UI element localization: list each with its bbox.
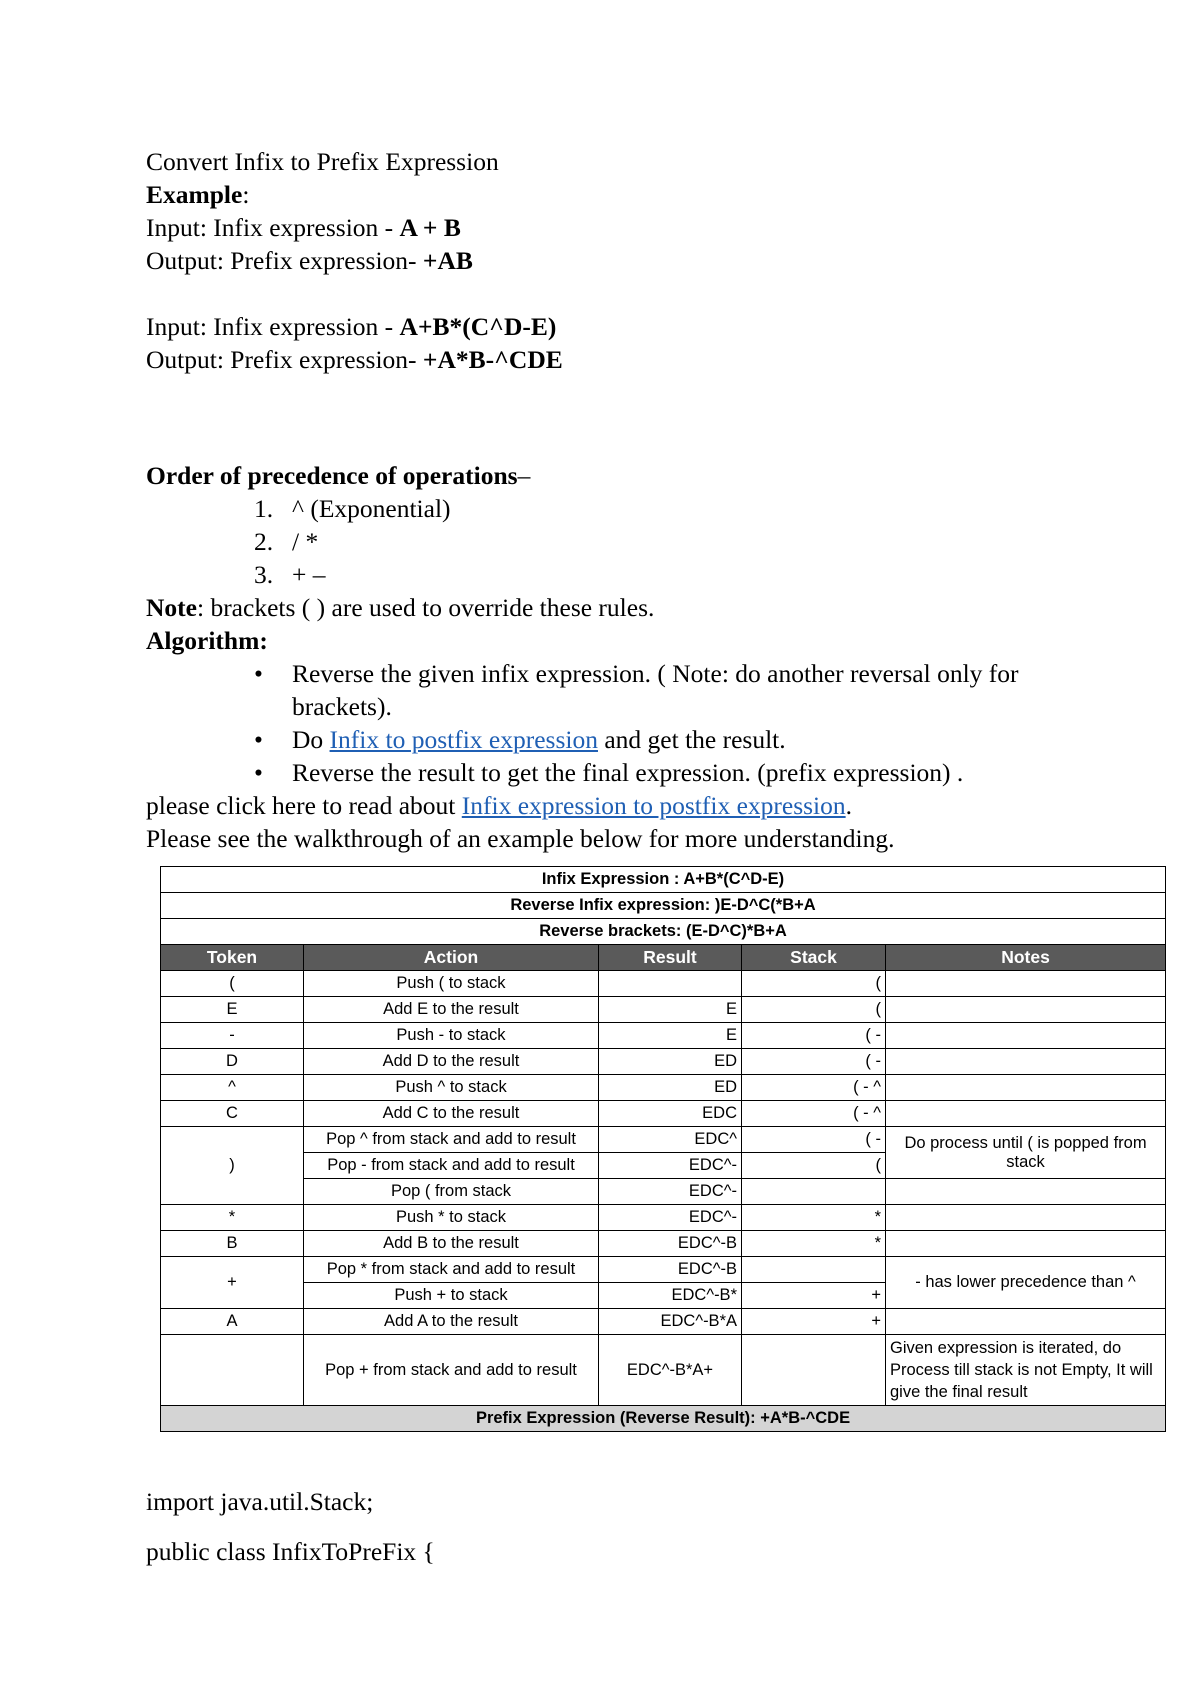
example-label: Example: [146, 180, 243, 209]
note-text: : brackets ( ) are used to override these rules.: [196, 593, 655, 622]
precedence-text: ^ (Exponential): [292, 494, 451, 523]
table-row: [161, 1231, 1166, 1257]
cell-stack: ( -: [742, 1023, 886, 1049]
table-title-row: [161, 919, 1166, 945]
cell-notes: [886, 1075, 1166, 1101]
cell-stack: *: [742, 1231, 886, 1257]
cell-result: EDC^-B: [599, 1257, 742, 1283]
cell-token: -: [161, 1023, 304, 1049]
cell-notes: [886, 1049, 1166, 1075]
table-row: [161, 1309, 1166, 1335]
cell-stack: ( - ^: [742, 1075, 886, 1101]
cell-token: *: [161, 1205, 304, 1231]
code-line: import java.util.Stack;: [146, 1487, 374, 1516]
click-here-line: [146, 789, 1106, 822]
column-header-notes: Notes: [886, 945, 1166, 971]
cell-result: E: [599, 1023, 742, 1049]
walkthrough-line: Please see the walkthrough of an example below for more understanding.: [146, 824, 895, 853]
column-header-token: Token: [161, 945, 304, 971]
cell-notes: [886, 1309, 1166, 1335]
example1-input-label: Input: Infix expression -: [146, 213, 400, 242]
cell-action: Push * to stack: [304, 1205, 599, 1231]
cell-result: [599, 971, 742, 997]
cell-notes: [886, 1101, 1166, 1127]
cell-token: [161, 1335, 304, 1406]
cell-result: E: [599, 997, 742, 1023]
cell-notes: Do process until ( is popped from stack: [886, 1127, 1166, 1179]
cell-token: (: [161, 971, 304, 997]
bullet-text: Reverse the result to get the final expression. (prefix expression) .: [292, 758, 964, 787]
cell-token: ^: [161, 1075, 304, 1101]
table-row: [161, 971, 1166, 997]
cell-token: D: [161, 1049, 304, 1075]
algorithm-bullet: [146, 756, 1106, 789]
example1-output-expr: +AB: [422, 246, 473, 275]
table-title-reverse: Reverse Infix expression: )E-D^C(*B+A: [161, 893, 1166, 919]
table-title-infix: Infix Expression : A+B*(C^D-E): [161, 867, 1166, 893]
algorithm-bullet: [146, 657, 1106, 723]
cell-action: Add A to the result: [304, 1309, 599, 1335]
example1-output-label: Output: Prefix expression-: [146, 246, 423, 275]
example2-output-expr: +A*B-^CDE: [422, 345, 563, 374]
precedence-text: + –: [292, 560, 326, 589]
column-header-stack: Stack: [742, 945, 886, 971]
cell-notes: [886, 1231, 1166, 1257]
table-header-row: [161, 945, 1166, 971]
column-header-action: Action: [304, 945, 599, 971]
cell-token: +: [161, 1257, 304, 1309]
example2-output: [146, 343, 1106, 376]
algorithm-heading: [146, 624, 1106, 657]
note-label: Note: [146, 593, 197, 622]
cell-token: E: [161, 997, 304, 1023]
cell-token: A: [161, 1309, 304, 1335]
precedence-item: [146, 525, 1106, 558]
precedence-number: 3.: [254, 560, 274, 589]
bullet-text-post: and get the result.: [597, 725, 786, 754]
table-row: [161, 1101, 1166, 1127]
cell-notes: - has lower precedence than ^: [886, 1257, 1166, 1309]
cell-token: C: [161, 1101, 304, 1127]
example2-output-label: Output: Prefix expression-: [146, 345, 423, 374]
bullet-icon: •: [254, 725, 263, 754]
cell-result: EDC^-B*A: [599, 1309, 742, 1335]
cell-notes: Given expression is iterated, do Process till stack is not Empty, It will give the final result: [886, 1335, 1166, 1406]
doc-title: Convert Infix to Prefix Expression: [146, 147, 499, 176]
cell-result: ED: [599, 1049, 742, 1075]
example1-input: [146, 211, 1106, 244]
cell-token: B: [161, 1231, 304, 1257]
cell-stack: +: [742, 1283, 886, 1309]
cell-notes: [886, 997, 1166, 1023]
example1-input-expr: A + B: [399, 213, 461, 242]
bullet-icon: •: [254, 758, 263, 787]
cell-stack: *: [742, 1205, 886, 1231]
cell-notes: [886, 1205, 1166, 1231]
cell-result: EDC: [599, 1101, 742, 1127]
cell-result: EDC^-: [599, 1153, 742, 1179]
precedence-number: 2.: [254, 527, 274, 556]
cell-action: Push ( to stack: [304, 971, 599, 997]
cell-stack: ( - ^: [742, 1101, 886, 1127]
cell-stack: [742, 1257, 886, 1283]
bullet-icon: •: [254, 659, 263, 688]
cell-stack: ( -: [742, 1049, 886, 1075]
precedence-item: [146, 492, 1106, 525]
walkthrough-table-wrapper: [160, 866, 1165, 1432]
algorithm-bullet: [146, 723, 1106, 756]
table-row: [161, 1075, 1166, 1101]
cell-action: Push + to stack: [304, 1283, 599, 1309]
precedence-text: / *: [292, 527, 319, 556]
infix-to-postfix-link[interactable]: Infix to postfix expression: [329, 725, 598, 754]
cell-result: ED: [599, 1075, 742, 1101]
cell-notes: [886, 1023, 1166, 1049]
table-footer-result: Prefix Expression (Reverse Result): +A*B-^CDE: [161, 1406, 1166, 1432]
note-line: [146, 591, 1106, 624]
walkthrough-table: [160, 866, 1166, 1432]
cell-notes: [886, 971, 1166, 997]
table-row: [161, 1335, 1166, 1406]
cell-stack: +: [742, 1309, 886, 1335]
bullet-text: Reverse the given infix expression. ( Note: do another reversal only for brackets).: [292, 659, 1019, 721]
column-header-result: Result: [599, 945, 742, 971]
cell-action: Pop * from stack and add to result: [304, 1257, 599, 1283]
cell-action: Pop + from stack and add to result: [304, 1335, 599, 1406]
cell-action: Pop ^ from stack and add to result: [304, 1127, 599, 1153]
cell-token: ): [161, 1127, 304, 1205]
cell-stack: (: [742, 997, 886, 1023]
cell-notes: [886, 1179, 1166, 1205]
example-colon: :: [242, 180, 250, 209]
example1-output: [146, 244, 1106, 277]
cell-action: Add E to the result: [304, 997, 599, 1023]
infix-expression-link[interactable]: Infix expression to postfix expression: [461, 791, 846, 820]
table-row: [161, 1205, 1166, 1231]
table-row: [161, 997, 1166, 1023]
cell-action: Push - to stack: [304, 1023, 599, 1049]
cell-stack: [742, 1335, 886, 1406]
example-heading: [146, 178, 1106, 211]
cell-action: Add D to the result: [304, 1049, 599, 1075]
precedence-item: [146, 558, 1106, 591]
table-title-row: [161, 893, 1166, 919]
cell-action: Pop - from stack and add to result: [304, 1153, 599, 1179]
example2-input-label: Input: Infix expression -: [146, 312, 400, 341]
example2-input: [146, 310, 1106, 343]
table-row: [161, 1023, 1166, 1049]
click-here-text: please click here to read about: [146, 791, 462, 820]
table-row: [161, 1127, 1166, 1153]
cell-result: EDC^: [599, 1127, 742, 1153]
cell-action: Add B to the result: [304, 1231, 599, 1257]
cell-action: Pop ( from stack: [304, 1179, 599, 1205]
click-here-period: .: [845, 791, 852, 820]
cell-result: EDC^-B*: [599, 1283, 742, 1309]
cell-result: EDC^-B*A+: [599, 1335, 742, 1406]
table-row: [161, 1049, 1166, 1075]
table-title-row: [161, 867, 1166, 893]
cell-action: Add C to the result: [304, 1101, 599, 1127]
cell-stack: (: [742, 1153, 886, 1179]
precedence-heading: [146, 459, 1106, 492]
table-row: [161, 1179, 1166, 1205]
cell-action: Push ^ to stack: [304, 1075, 599, 1101]
bullet-text-pre: Do: [292, 725, 330, 754]
table-footer-row: [161, 1406, 1166, 1432]
precedence-number: 1.: [254, 494, 274, 523]
cell-stack: [742, 1179, 886, 1205]
cell-stack: ( -: [742, 1127, 886, 1153]
precedence-heading-text: Order of precedence of operations: [146, 461, 518, 490]
document-body: [146, 145, 1106, 855]
example2-input-expr: A+B*(C^D-E): [399, 312, 557, 341]
cell-stack: (: [742, 971, 886, 997]
code-line: public class InfixToPreFix {: [146, 1537, 435, 1566]
cell-result: EDC^-: [599, 1179, 742, 1205]
table-title-brackets: Reverse brackets: (E-D^C)*B+A: [161, 919, 1166, 945]
algorithm-label: Algorithm:: [146, 626, 268, 655]
precedence-dash: –: [517, 461, 531, 490]
table-row: [161, 1257, 1166, 1283]
cell-result: EDC^-B: [599, 1231, 742, 1257]
cell-result: EDC^-: [599, 1205, 742, 1231]
